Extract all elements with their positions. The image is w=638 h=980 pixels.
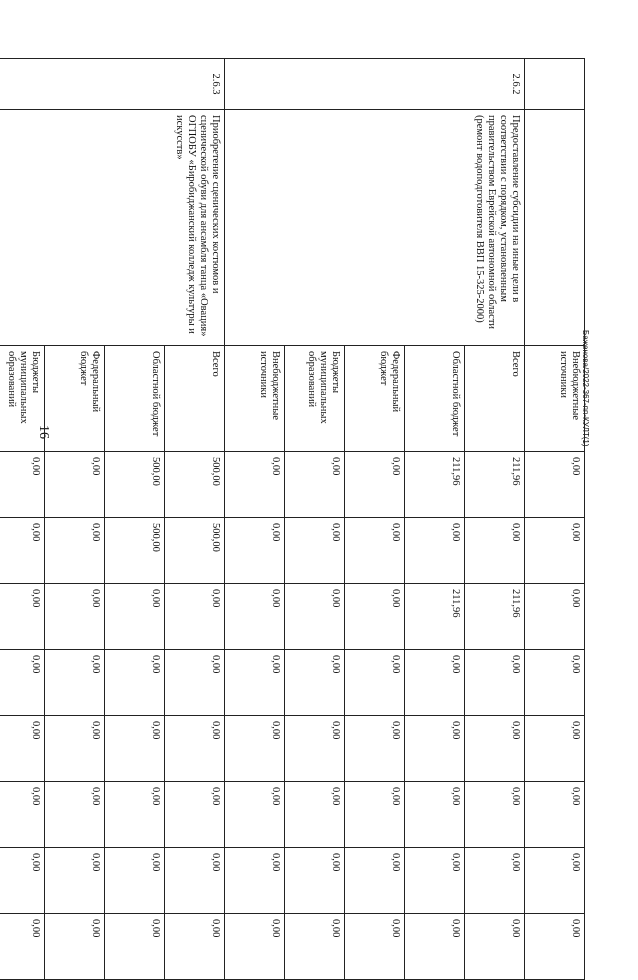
amount-cell: 0,00 (45, 716, 105, 782)
amount-cell: 0,00 (405, 782, 465, 848)
table-row (465, 59, 525, 980)
amount-cell: 0,00 (45, 650, 105, 716)
amount-cell: 0,00 (285, 650, 345, 716)
funding-source-cell: Внебюджетные источники (225, 346, 285, 452)
amount-cell: 500,00 (105, 452, 165, 518)
amount-cell: 0,00 (405, 518, 465, 584)
amount-cell: 0,00 (525, 848, 585, 914)
amount-cell: 0,00 (345, 848, 405, 914)
item-number-cell: 2.6.3 (0, 59, 225, 110)
amount-cell: 0,00 (285, 518, 345, 584)
amount-cell: 0,00 (45, 452, 105, 518)
amount-cell: 0,00 (0, 914, 45, 980)
amount-cell: 0,00 (0, 584, 45, 650)
amount-cell: 500,00 (105, 518, 165, 584)
amount-cell: 0,00 (225, 452, 285, 518)
amount-cell: 0,00 (165, 716, 225, 782)
amount-cell: 0,00 (165, 782, 225, 848)
amount-cell: 0,00 (225, 782, 285, 848)
budget-table (0, 58, 585, 980)
funding-source-cell: Бюджеты муниципальных образований (0, 346, 45, 452)
amount-cell: 0,00 (45, 518, 105, 584)
amount-cell: 0,00 (225, 650, 285, 716)
amount-cell: 0,00 (0, 650, 45, 716)
funding-source-cell: Всего (465, 346, 525, 452)
amount-cell: 211,96 (405, 584, 465, 650)
amount-cell: 0,00 (0, 716, 45, 782)
amount-cell: 0,00 (0, 782, 45, 848)
funding-source-cell: Бюджеты муниципальных образований (285, 346, 345, 452)
amount-cell: 0,00 (345, 782, 405, 848)
funding-source-cell: Областной бюджет (105, 346, 165, 452)
amount-cell: 0,00 (105, 848, 165, 914)
amount-cell: 0,00 (465, 650, 525, 716)
amount-cell: 0,00 (465, 782, 525, 848)
amount-cell: 0,00 (0, 518, 45, 584)
amount-cell: 0,00 (405, 716, 465, 782)
amount-cell: 0,00 (525, 584, 585, 650)
amount-cell: 0,00 (225, 584, 285, 650)
amount-cell: 0,00 (465, 518, 525, 584)
table-row (525, 59, 585, 980)
amount-cell: 0,00 (345, 914, 405, 980)
amount-cell: 0,00 (465, 914, 525, 980)
amount-cell: 0,00 (285, 716, 345, 782)
funding-source-cell: Федеральный бюджет (345, 346, 405, 452)
amount-cell: 0,00 (285, 782, 345, 848)
amount-cell: 211,96 (405, 452, 465, 518)
amount-cell: 0,00 (525, 782, 585, 848)
item-number-cell: 2.6.2 (225, 59, 525, 110)
amount-cell: 0,00 (285, 848, 345, 914)
item-description-cell (525, 110, 585, 346)
amount-cell: 0,00 (45, 584, 105, 650)
amount-cell: 0,00 (105, 716, 165, 782)
funding-source-cell: Внебюджетные источники (525, 346, 585, 452)
table-row (165, 59, 225, 980)
funding-source-cell: Всего (165, 346, 225, 452)
amount-cell: 0,00 (525, 518, 585, 584)
amount-cell: 0,00 (165, 584, 225, 650)
amount-cell: 0,00 (165, 848, 225, 914)
amount-cell: 0,00 (345, 518, 405, 584)
amount-cell: 0,00 (525, 716, 585, 782)
amount-cell: 0,00 (165, 914, 225, 980)
amount-cell: 0,00 (45, 914, 105, 980)
amount-cell: 0,00 (525, 650, 585, 716)
amount-cell: 0,00 (345, 716, 405, 782)
amount-cell: 0,00 (0, 452, 45, 518)
amount-cell: 0,00 (405, 848, 465, 914)
amount-cell: 0,00 (465, 716, 525, 782)
amount-cell: 0,00 (285, 914, 345, 980)
amount-cell: 0,00 (225, 518, 285, 584)
amount-cell: 0,00 (105, 584, 165, 650)
amount-cell: 0,00 (105, 650, 165, 716)
amount-cell: 0,00 (45, 848, 105, 914)
amount-cell: 0,00 (165, 650, 225, 716)
amount-cell: 0,00 (465, 848, 525, 914)
amount-cell: 0,00 (345, 452, 405, 518)
amount-cell: 0,00 (225, 914, 285, 980)
amount-cell: 0,00 (285, 584, 345, 650)
amount-cell: 0,00 (525, 452, 585, 518)
amount-cell: 500,00 (165, 518, 225, 584)
page-number: 16 (36, 425, 51, 439)
amount-cell: 0,00 (345, 584, 405, 650)
item-number-cell (525, 59, 585, 110)
amount-cell: 211,96 (465, 584, 525, 650)
item-description-cell: Приобретение сценических костюмов и сценической обуви для ансамбля танца «Овация» ОГПОБУ «Биробиджанский колледж культуры и искусств» (0, 110, 225, 346)
amount-cell: 0,00 (225, 716, 285, 782)
amount-cell: 211,96 (465, 452, 525, 518)
item-description-cell: Предоставление субсидии на иные цели в соответствии с порядком, установленным правительством Еврейской автономной области (ремонт водоподготовителя ВВП 15-325-2000) (225, 110, 525, 346)
amount-cell: 0,00 (45, 782, 105, 848)
amount-cell: 0,00 (105, 914, 165, 980)
funding-source-cell: Областной бюджет (405, 346, 465, 452)
amount-cell: 500,00 (165, 452, 225, 518)
amount-cell: 0,00 (225, 848, 285, 914)
amount-cell: 0,00 (525, 914, 585, 980)
amount-cell: 0,00 (405, 650, 465, 716)
amount-cell: 0,00 (345, 650, 405, 716)
document-code: Баженова/2022-367-пп-КУЛТ(1) (581, 330, 590, 447)
funding-source-cell: Федеральный бюджет (45, 346, 105, 452)
amount-cell: 0,00 (285, 452, 345, 518)
amount-cell: 0,00 (105, 782, 165, 848)
amount-cell: 0,00 (405, 914, 465, 980)
amount-cell: 0,00 (0, 848, 45, 914)
